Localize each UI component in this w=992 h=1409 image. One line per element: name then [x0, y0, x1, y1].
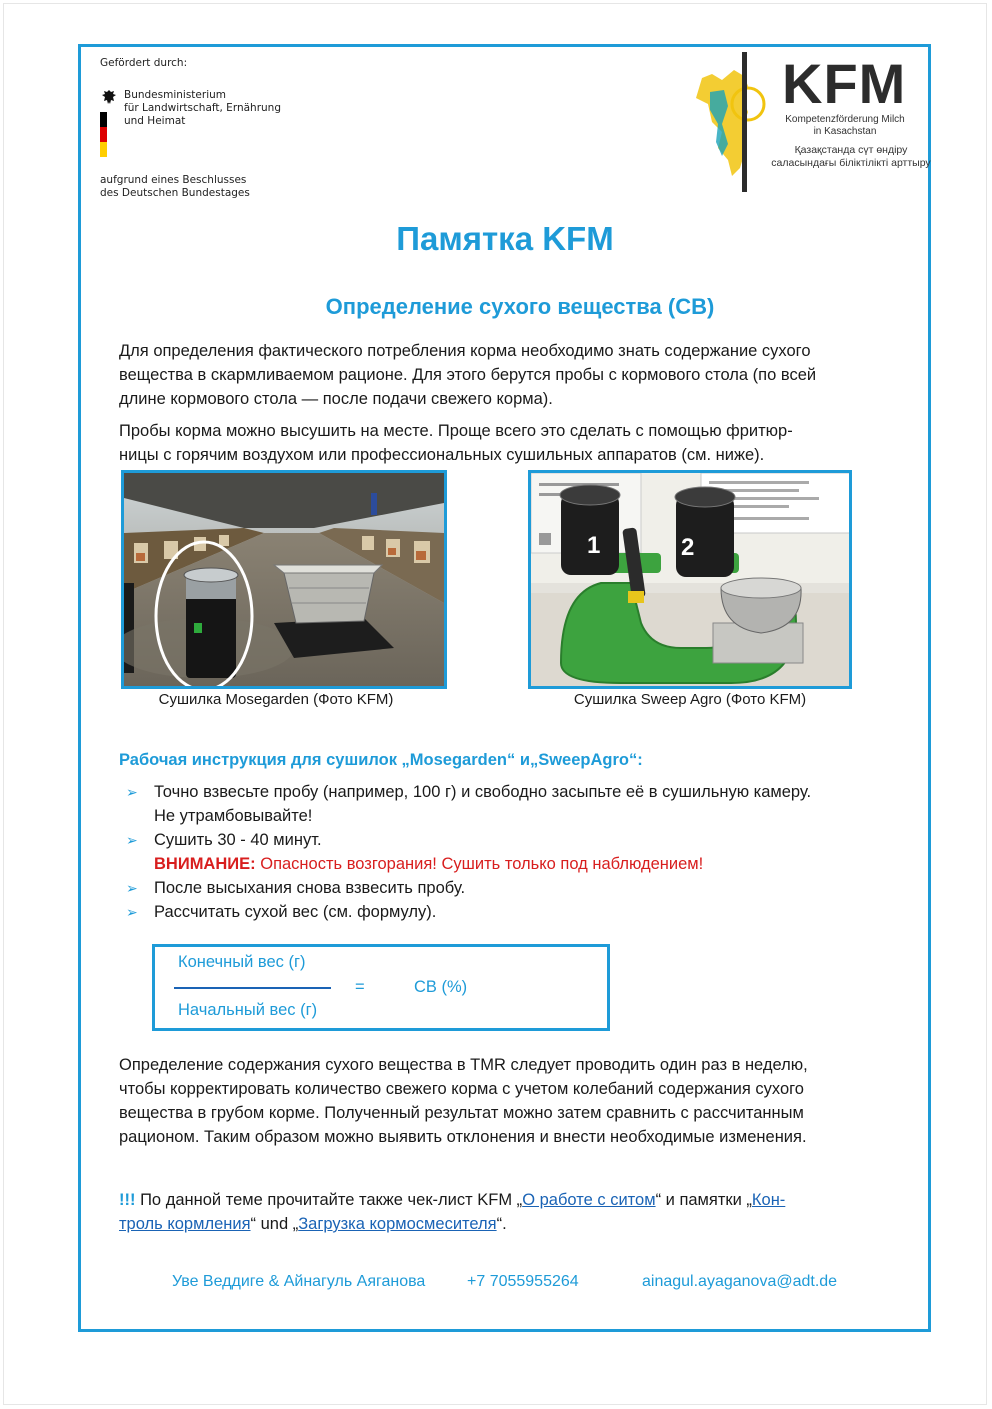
eagle-icon — [100, 88, 118, 108]
intro-paragraph-2 — [119, 419, 909, 467]
kfm-kazakh-line: Қазақстанда сүт өндіру — [794, 144, 908, 156]
arrow-bullet-icon: ➢ — [126, 832, 138, 848]
step-line: Сушить 30 - 40 минут. — [154, 831, 322, 849]
formula-denominator: Начальный вес (г) — [178, 1001, 318, 1019]
paragraph-line: чтобы корректировать количество свежего корма с учетом колебаний содержания сухого — [119, 1080, 804, 1098]
ministry-line: und Heimat — [124, 115, 186, 127]
step-line: Рассчитать сухой вес (см. формулу). — [154, 903, 437, 921]
ministry-name — [124, 89, 281, 128]
step-line: Точно взвесьте пробу (например, 100 г) и свободно засыпьте её в сушильную камеру. — [154, 783, 812, 801]
paragraph-line: длине кормового стола — после подачи свежего корма). — [119, 390, 553, 408]
sweep-agro-photo-illustration — [531, 473, 849, 686]
paragraph-line: рационом. Таким образом можно выявить отклонения и внести необходимые изменения. — [119, 1128, 807, 1146]
document-title: Памятка KFM — [396, 220, 614, 257]
paragraph-line: Определение содержания сухого вещества в TMR следует проводить один раз в неделю, — [119, 1056, 808, 1074]
document-subtitle: Определение сухого вещества (СВ) — [325, 294, 715, 319]
kfm-kazakh-line: саласындағы біліктілікті арттыру — [771, 157, 931, 169]
paragraph-line: ницы с горячим воздухом или профессиональных сушильных аппаратов (см. ниже). — [119, 446, 765, 464]
summary-paragraph — [119, 1053, 909, 1149]
note-text: “. — [496, 1215, 507, 1233]
flag-stripe-red — [100, 127, 107, 142]
kfm-kazakh-tagline — [770, 144, 932, 170]
paragraph-line: Пробы корма можно высушить на месте. Проще всего это сделать с помощью фритюр- — [119, 422, 793, 440]
warning-line — [154, 852, 919, 876]
formula-result: СВ (%) — [414, 978, 468, 996]
photo-mosegarden — [121, 470, 447, 689]
note-text: По данной теме прочитайте также чек-лист KFM „ — [135, 1191, 523, 1209]
link-feeding-control-part1[interactable]: Кон- — [751, 1191, 786, 1209]
kfm-tagline-line: Kompetenzförderung Milch — [785, 114, 905, 125]
note-text: “ und „ — [250, 1215, 299, 1233]
ministry-line: für Landwirtschaft, Ernährung — [124, 102, 281, 114]
instructions-heading: Рабочая инструкция для сушилок „Mosegarden“ и„SweepAgro“: — [119, 751, 643, 769]
barn-photo-illustration — [124, 473, 444, 686]
dryer-chamber-label-1: 1 — [587, 532, 601, 559]
formula-numerator: Конечный вес (г) — [178, 953, 306, 971]
photo-sweep-agro-caption: Сушилка Sweep Agro (Фото KFM) — [573, 691, 807, 708]
intro-paragraph-1 — [119, 339, 909, 411]
arrow-bullet-icon: ➢ — [126, 784, 138, 800]
note-line-1 — [119, 1188, 909, 1212]
list-item — [119, 900, 919, 924]
list-item — [119, 876, 919, 900]
fraction-line — [174, 987, 331, 989]
warning-text: Опасность возгорания! Сушить только под наблюдением! — [260, 855, 704, 873]
footer-phone: +7 7055955264 — [467, 1273, 579, 1290]
photo-sweep-agro — [528, 470, 852, 689]
arrow-bullet-icon: ➢ — [126, 880, 138, 896]
list-item — [119, 780, 919, 828]
formula-box — [152, 944, 610, 1031]
note-marker: !!! — [119, 1191, 136, 1209]
flag-stripe-gold — [100, 142, 107, 157]
kfm-tagline — [770, 114, 920, 138]
ministry-line: Bundesministerium — [124, 89, 226, 101]
dryer-chamber-label-2: 2 — [681, 534, 695, 561]
note-text: “ и памятки „ — [655, 1191, 752, 1209]
photo-mosegarden-caption: Сушилка Mosegarden (Фото KFM) — [158, 691, 394, 708]
list-item — [119, 828, 919, 876]
paragraph-line: вещества в грубом корме. Полученный результат можно затем сравнить с рассчитанным — [119, 1104, 804, 1122]
warning-label: ВНИМАНИЕ: — [154, 855, 256, 873]
bundestag-line: des Deutschen Bundestages — [100, 187, 250, 199]
bundestag-note — [100, 174, 250, 200]
link-sieve-checklist[interactable]: О работе с ситом — [522, 1191, 656, 1209]
further-reading-note — [119, 1188, 909, 1236]
paragraph-line: Для определения фактического потребления корма необходимо знать содержание сухого — [119, 342, 811, 360]
kfm-logo-text: KFM — [782, 52, 907, 115]
footer-authors: Уве Веддиге & Айнагуль Аяганова — [172, 1273, 426, 1290]
kfm-tagline-line: in Kasachstan — [813, 126, 877, 137]
step-line: После высыхания снова взвесить пробу. — [154, 879, 466, 897]
arrow-bullet-icon: ➢ — [126, 904, 138, 920]
funded-by-label: Gefördert durch: — [100, 57, 188, 69]
formula-equals: = — [355, 978, 365, 996]
note-line-2 — [119, 1212, 909, 1236]
flag-stripe-black — [100, 112, 107, 127]
step-line: Не утрамбовывайте! — [154, 807, 313, 825]
footer-email[interactable]: ainagul.ayaganova@adt.de — [642, 1273, 838, 1290]
instructions-list — [119, 780, 919, 924]
bundestag-line: aufgrund eines Beschlusses — [100, 174, 247, 186]
kfm-logo — [688, 52, 933, 192]
link-feeding-control-part2[interactable]: троль кормления — [119, 1215, 251, 1233]
link-mixer-loading[interactable]: Загрузка кормосмесителя — [298, 1215, 497, 1233]
paragraph-line: вещества в скармливаемом рационе. Для этого берутся пробы с кормового стола (по всей — [119, 366, 817, 384]
